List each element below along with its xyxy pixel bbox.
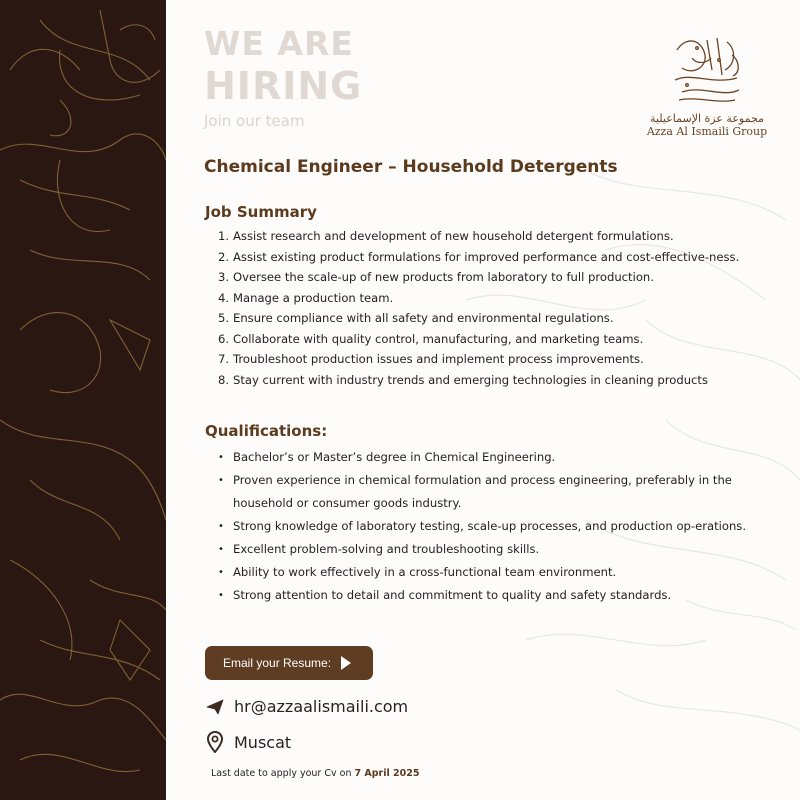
item-text: Strong knowledge of laboratory testing, scale-up processes, and production op-erations.	[233, 519, 747, 533]
item-text: Ability to work effectively in a cross-functional team environment.	[233, 565, 617, 579]
item-text: Assist research and development of new household detergent formulations.	[233, 229, 674, 243]
list-item	[218, 561, 778, 584]
item-number: 1.	[218, 229, 230, 243]
item-number: 3.	[218, 270, 230, 284]
hero-heading-line1: WE ARE	[204, 24, 354, 63]
calligraphy-emblem-icon	[667, 30, 747, 106]
list-item	[218, 226, 798, 247]
list-item	[218, 446, 778, 469]
calligraphy-pattern-icon	[0, 0, 166, 800]
item-number: 7.	[218, 352, 230, 366]
item-number: 4.	[218, 290, 230, 305]
item-number: 2.	[218, 249, 230, 264]
qualifications-list	[218, 446, 778, 607]
list-item	[218, 538, 778, 561]
content-area	[166, 0, 800, 800]
item-text: Collaborate with quality control, manufacturing, and marketing teams.	[233, 331, 644, 346]
job-summary-list	[218, 226, 798, 390]
bullet-icon: •	[218, 590, 224, 601]
qualifications-heading: Qualifications:	[205, 422, 328, 440]
bullet-icon: •	[218, 544, 224, 555]
location-pin-icon	[204, 731, 226, 753]
list-item	[218, 329, 798, 350]
list-item	[218, 267, 798, 288]
hero-heading-line2: HIRING	[204, 64, 363, 108]
item-text: Bachelor’s or Master’s degree in Chemical Engineering.	[233, 450, 556, 464]
paper-plane-icon	[204, 699, 226, 715]
email-address: hr@azzaalismaili.com	[234, 697, 409, 716]
bullet-icon: •	[218, 475, 224, 486]
list-item	[218, 308, 798, 329]
item-text: Strong attention to detail and commitment to quality and safety standards.	[233, 588, 672, 602]
deadline-prefix: Last date to apply your Cv on	[211, 768, 355, 779]
list-item	[218, 469, 778, 515]
contact-email[interactable]	[204, 697, 408, 716]
bullet-icon: •	[218, 567, 224, 578]
item-text: Manage a production team.	[233, 290, 394, 305]
item-text: Troubleshoot production issues and implement process improvements.	[233, 352, 644, 366]
list-item	[218, 247, 798, 268]
bullet-icon: •	[218, 521, 224, 532]
item-text: Excellent problem-solving and troubleshooting skills.	[233, 542, 540, 556]
item-text: Ensure compliance with all safety and environmental regulations.	[233, 311, 614, 325]
logo-arabic-text: مجموعة عزة الإسماعيلية	[650, 112, 764, 125]
email-resume-button[interactable]	[205, 646, 373, 680]
list-item	[218, 288, 798, 309]
list-item	[218, 584, 778, 607]
item-number: 6.	[218, 331, 230, 346]
hero-tagline: Join our team	[204, 112, 305, 130]
item-number: 5.	[218, 311, 230, 325]
job-summary-heading: Job Summary	[205, 203, 317, 221]
email-resume-label: Email your Resume:	[223, 656, 332, 670]
deadline-date: 7 April 2025	[354, 768, 420, 779]
company-logo	[642, 30, 772, 152]
contact-location	[204, 731, 291, 753]
application-deadline	[211, 768, 420, 779]
list-item	[218, 370, 798, 391]
city-name: Muscat	[234, 732, 292, 752]
job-title: Chemical Engineer – Household Detergents	[204, 157, 618, 177]
item-text: Stay current with industry trends and emerging technologies in cleaning products	[233, 372, 709, 387]
list-item	[218, 515, 778, 538]
item-number: 8.	[218, 372, 230, 387]
play-arrow-icon	[341, 656, 351, 670]
bullet-icon: •	[218, 452, 224, 463]
item-text: Proven experience in chemical formulation and process engineering, preferably in the household or consumer goods industry.	[233, 473, 732, 510]
list-item	[218, 349, 798, 370]
decorative-calligraphy-panel	[0, 0, 166, 800]
logo-english-text: Azza Al Ismaili Group	[646, 125, 768, 138]
item-text: Oversee the scale-up of new products from laboratory to full production.	[233, 270, 654, 284]
item-text: Assist existing product formulations for improved performance and cost-effective-ness.	[233, 249, 740, 264]
